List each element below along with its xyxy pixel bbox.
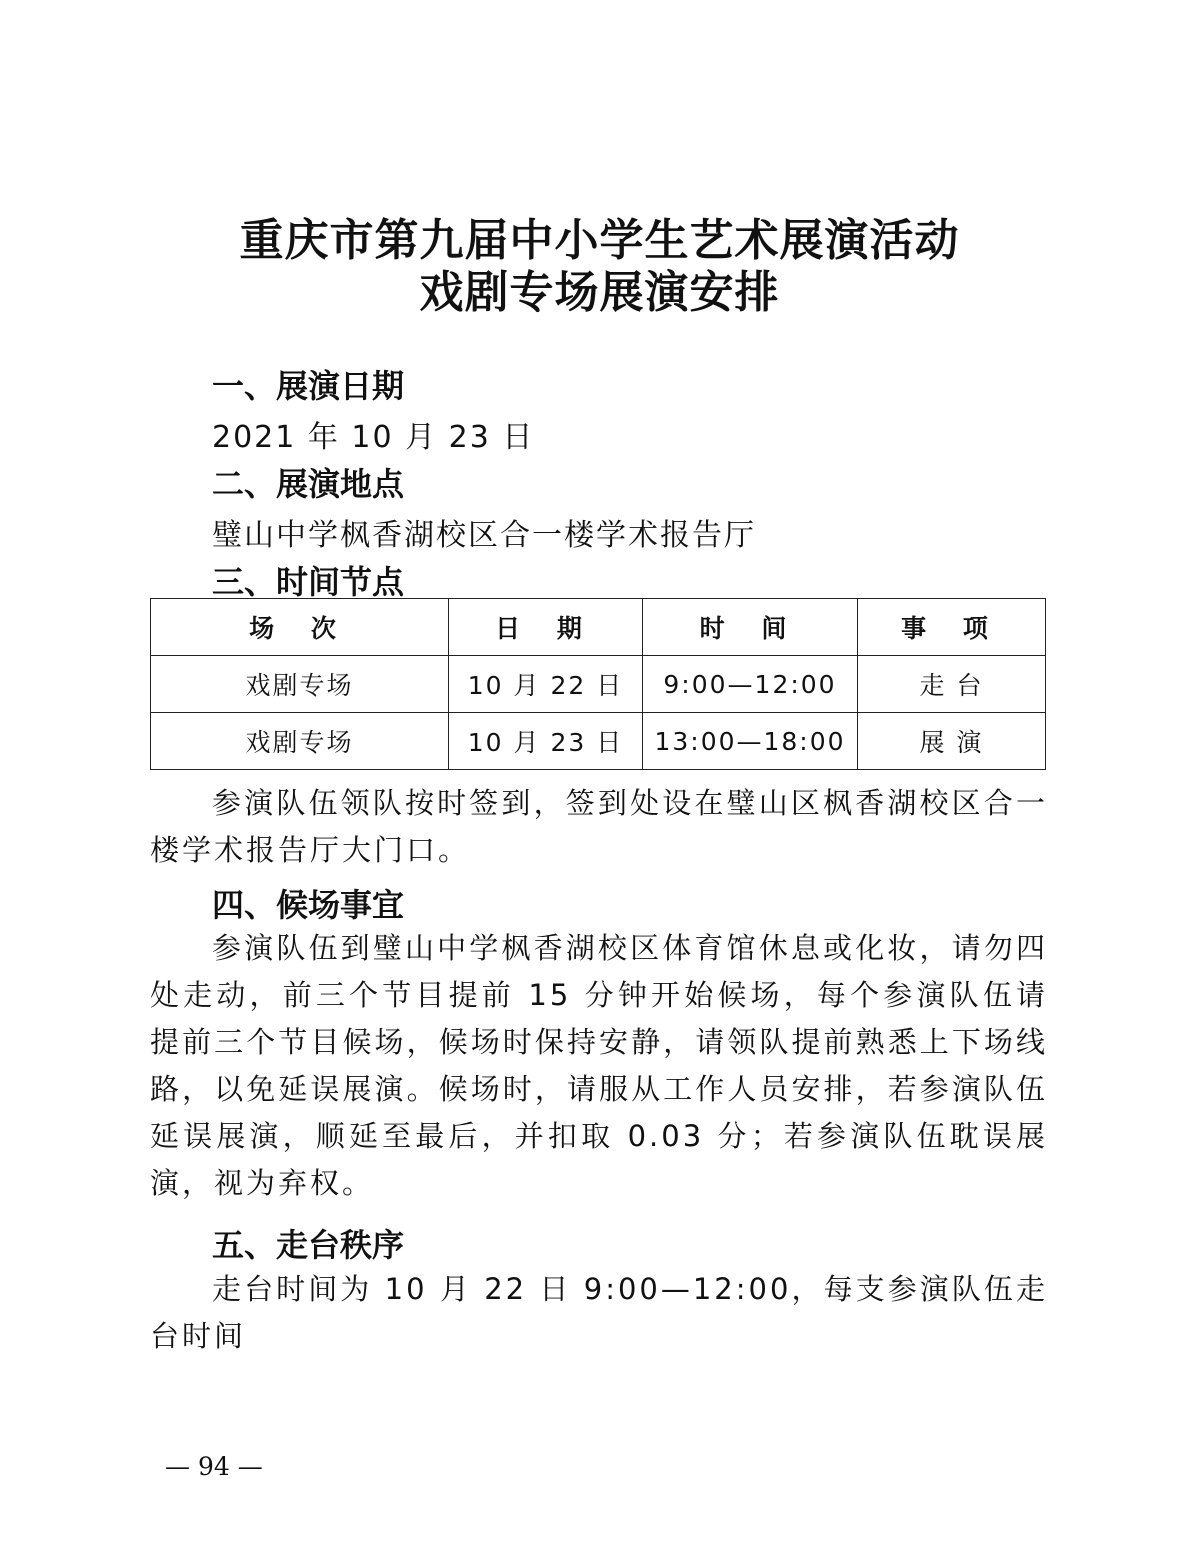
schedule-note: 参演队伍领队按时签到，签到处设在璧山区枫香湖校区合一楼学术报告厅大门口。 xyxy=(150,786,1048,867)
column-header-item: 事 项 xyxy=(858,599,1046,656)
document-title-line-1: 重庆市第九届中小学生艺术展演活动 xyxy=(239,215,960,266)
table-cell: 10 月 22 日 xyxy=(449,656,643,713)
rehearsal-text: 走台时间为 10 月 22 日 9:00—12:00，每支参演队伍走台时间 xyxy=(150,1272,1048,1353)
column-header-date: 日 期 xyxy=(449,599,643,656)
table-cell: 10 月 23 日 xyxy=(449,713,643,770)
table-cell: 展 演 xyxy=(858,713,1046,770)
column-header-session: 场 次 xyxy=(151,599,449,656)
waiting-text: 参演队伍到璧山中学枫香湖校区体育馆休息或化妆，请勿四处走动，前三个节目提前 15 分钟开始候场，每个参演队伍请提前三个节目候场，候场时保持安静，请领队提前熟悉上下场线路，以免延误展演。候场时，请服从工作人员安排，若参演队伍延误展演，顺延至最后，并扣取 0.03 分；若参演队伍耽误展演，视为弃权。 xyxy=(150,931,1048,1200)
table-cell: 13:00—18:00 xyxy=(643,713,858,770)
date-text: 2021 年 10 月 23 日 xyxy=(212,420,535,455)
section-heading-schedule: 三、时间节点 xyxy=(212,563,405,601)
table-cell: 戏剧专场 xyxy=(151,656,449,713)
section-heading-waiting: 四、候场事宜 xyxy=(212,886,405,924)
schedule-table xyxy=(150,598,1046,770)
document-title-line-2: 戏剧专场展演安排 xyxy=(419,267,780,318)
table-cell: 9:00—12:00 xyxy=(643,656,858,713)
venue-text: 璧山中学枫香湖校区合一楼学术报告厅 xyxy=(212,518,756,553)
table-header-row xyxy=(151,599,1046,656)
table-row xyxy=(151,656,1046,713)
table-row xyxy=(151,713,1046,770)
table-cell: 戏剧专场 xyxy=(151,713,449,770)
page-number: — 94 — xyxy=(165,1452,263,1481)
section-heading-rehearsal: 五、走台秩序 xyxy=(212,1226,405,1264)
table-cell: 走 台 xyxy=(858,656,1046,713)
section-heading-venue: 二、展演地点 xyxy=(212,465,405,503)
section-heading-date: 一、展演日期 xyxy=(212,367,405,405)
column-header-time: 时 间 xyxy=(643,599,858,656)
